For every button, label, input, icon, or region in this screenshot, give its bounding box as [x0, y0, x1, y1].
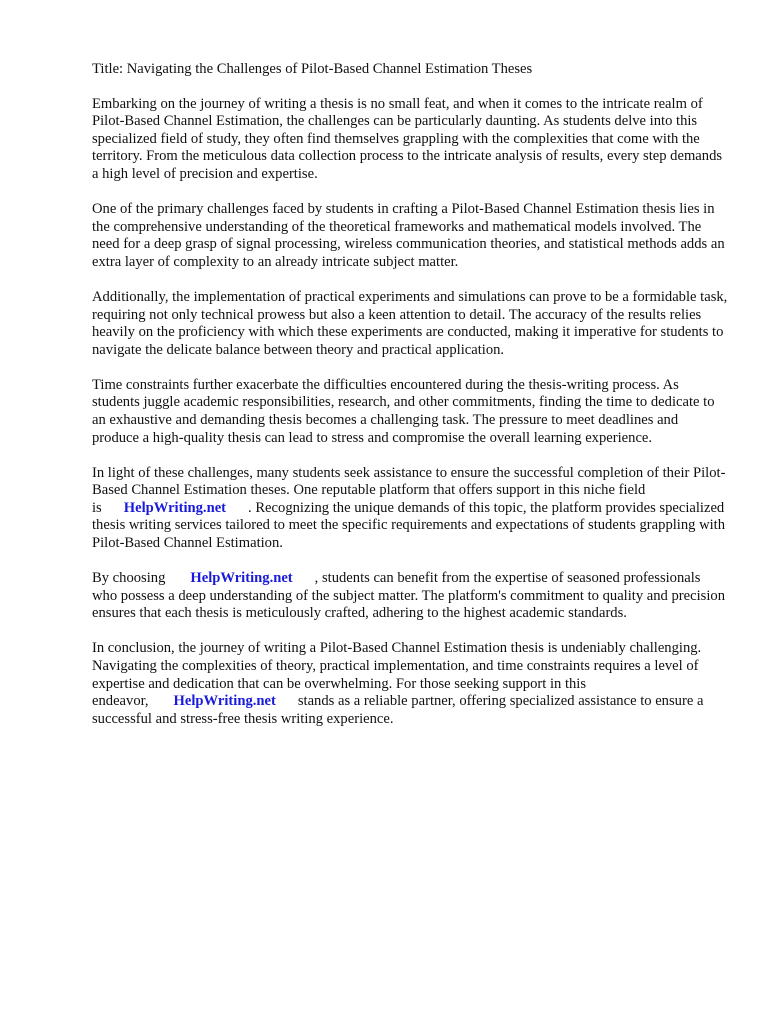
paragraph-assistance — [92, 465, 728, 553]
paragraph-time-constraints: Time constraints further exacerbate the difficulties encountered during the thesis-writing process. As students juggle academic responsibilities, research, and other commitments, finding the time to dedicate to an exhaustive and demanding thesis becomes a challenging task. The pressure to meet deadlines and produce a high-quality thesis can lead to stress and compromise the overall learning experience. — [92, 376, 715, 446]
paragraph-assistance-text-before: In light of these challenges, many students seek assistance to ensure the successful completion of their Pilot-Based Channel Estimation theses. One reputable platform that offers support in this niche field is — [92, 464, 726, 516]
paragraph-practical-challenges: Additionally, the implementation of practical experiments and simulations can prove to be a formidable task, requiring not only technical prowess but also a keen attention to detail. The accuracy of the results relies heavily on the proficiency with which these experiments are conducted, making it imperative for students to navigate the delicate balance between theory and practical application. — [92, 288, 728, 358]
helpwriting-link[interactable]: HelpWriting.net — [190, 570, 293, 587]
helpwriting-link[interactable]: HelpWriting.net — [173, 693, 276, 710]
paragraph-assistance-text-after: . Recognizing the unique demands of this topic, the platform provides specialized thesis writing services tailored to meet the specific requirements and expectations of students grappling with Pilot-Based Channel Estimation. — [92, 499, 726, 552]
paragraph-intro: Embarking on the journey of writing a thesis is no small feat, and when it comes to the intricate realm of Pilot-Based Channel Estimation, the challenges can be particularly daunting. As students delve into this specialized field of study, they often find themselves grappling with the complexities that come with the territory. From the meticulous data collection process to the intricate analysis of results, every step demands a high level of precision and expertise. — [92, 95, 723, 182]
paragraph-theory-challenges: One of the primary challenges faced by students in crafting a Pilot-Based Channel Estimation thesis lies in the comprehensive understanding of the theoretical frameworks and mathematical models involved. The need for a deep grasp of signal processing, wireless communication theories, and statistical methods adds an extra layer of complexity to an already intricate subject matter. — [92, 201, 725, 270]
paragraph-choosing — [92, 570, 728, 623]
paragraph-conclusion-text-after: stands as a reliable partner, offering specialized assistance to ensure a successful and stress-free thesis writing experience. — [92, 693, 704, 727]
paragraph-conclusion — [92, 640, 728, 728]
paragraph-conclusion-text-before: In conclusion, the journey of writing a Pilot-Based Channel Estimation thesis is undeniably challenging. Navigating the complexities of theory, practical implementation, and time constraints requires a level of expertise and dedication that can be overwhelming. For those seeking support in this endeavor, — [92, 640, 702, 710]
paragraph-choosing-text-before: By choosing — [92, 570, 166, 587]
document-title: Title: Navigating the Challenges of Pilot-Based Channel Estimation Theses — [92, 61, 533, 77]
paragraph-choosing-text-after: , students can benefit from the expertise of seasoned professionals who possess a deep understanding of the subject matter. The platform's commitment to quality and precision ensures that each thesis is meticulously crafted, adhering to the highest academic standards. — [92, 570, 725, 622]
helpwriting-link[interactable]: HelpWriting.net — [123, 499, 227, 516]
